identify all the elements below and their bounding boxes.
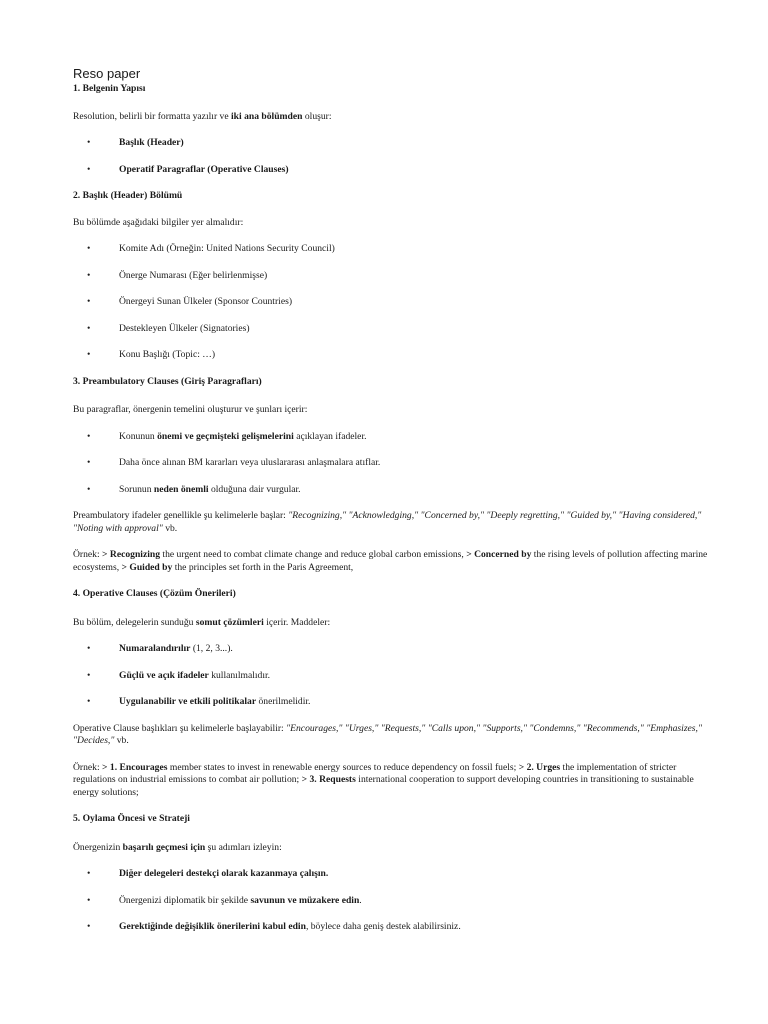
list-item: • Daha önce alınan BM kararları veya uluslararası anlaşmalara atıflar. bbox=[87, 457, 381, 468]
bullet-icon: • bbox=[87, 163, 91, 175]
section-3-heading: 3. Preambulatory Clauses (Giriş Paragrafları) bbox=[73, 375, 262, 387]
list-item: • Güçlü ve açık ifadeler kullanılmalıdır. bbox=[87, 669, 271, 681]
list-item: • Komite Adı (Örneğin: United Nations Security Council) bbox=[87, 243, 335, 254]
bullet-icon: • bbox=[87, 430, 91, 442]
section-5-intro: Önergenizin başarılı geçmesi için şu adımları izleyin: bbox=[73, 841, 282, 853]
list-item: • Konu Başlığı (Topic: …) bbox=[87, 349, 216, 360]
bullet-icon: • bbox=[87, 921, 91, 932]
bullet-icon: • bbox=[87, 349, 91, 360]
operative-words: Operative Clause başlıkları şu kelimelerle başlayabilir: "Encourages," "Urges," "Requests," "Calls upon," "Supports," "Condemns," "Recommends," "Emphasizes," "Decides," vb. bbox=[73, 722, 702, 746]
list-item: • Konunun önemi ve geçmişteki gelişmelerini açıklayan ifadeler. bbox=[87, 430, 367, 442]
bullet-icon: • bbox=[87, 868, 91, 879]
list-item: • Önergenizi diplomatik bir şekilde savunun ve müzakere edin. bbox=[87, 894, 362, 906]
list-item: • Sorunun neden önemli olduğuna dair vurgular. bbox=[87, 483, 301, 495]
section-2-intro: Bu bölümde aşağıdaki bilgiler yer almalıdır: bbox=[73, 216, 244, 228]
section-4-intro: Bu bölüm, delegelerin sunduğu somut çözümleri içerir. Maddeler: bbox=[73, 616, 331, 628]
section-1-intro: Resolution, belirli bir formatta yazılır ve iki ana bölümden oluşur: bbox=[73, 110, 332, 122]
list-item: • Operatif Paragraflar (Operative Clauses) bbox=[87, 163, 289, 175]
list-item: • Başlık (Header) bbox=[87, 137, 184, 148]
bullet-icon: • bbox=[87, 243, 91, 254]
bullet-icon: • bbox=[87, 296, 91, 307]
document-title: Reso paper bbox=[73, 66, 141, 81]
section-4-heading: 4. Operative Clauses (Çözüm Önerileri) bbox=[73, 588, 236, 599]
section-2-heading: 2. Başlık (Header) Bölümü bbox=[73, 190, 183, 201]
bullet-icon: • bbox=[87, 643, 91, 654]
list-item: • Gerektiğinde değişiklik önerilerini kabul edin, böylece daha geniş destek alabilirsiniz. bbox=[87, 921, 461, 932]
list-item: • Önerge Numarası (Eğer belirlenmişse) bbox=[87, 269, 268, 281]
bullet-icon: • bbox=[87, 696, 91, 707]
bullet-icon: • bbox=[87, 269, 91, 281]
preambulatory-words: Preambulatory ifadeler genellikle şu kelimelerle başlar: "Recognizing," "Acknowledging," "Concerned by," "Deeply regretting," "Guided by," "Having considered," "Noting with approval" vb. bbox=[73, 510, 702, 534]
bullet-icon: • bbox=[87, 457, 91, 468]
section-1-heading: 1. Belgenin Yapısı bbox=[73, 83, 146, 94]
list-item: • Uygulanabilir ve etkili politikalar önerilmelidir. bbox=[87, 696, 311, 707]
list-item: • Önergeyi Sunan Ülkeler (Sponsor Countries) bbox=[87, 296, 293, 307]
bullet-icon: • bbox=[87, 483, 91, 495]
section-5-heading: 5. Oylama Öncesi ve Strateji bbox=[73, 813, 190, 824]
list-item: • Destekleyen Ülkeler (Signatories) bbox=[87, 322, 250, 334]
operative-example: Örnek: > 1. Encourages member states to invest in renewable energy sources to reduce dependency on fossil fuels; > 2. Urges the implementation of stricter regulations on industrial emissions to combat air pollution; > 3. Requests international cooperation to support developing countries in transitioning to sustainable energy solutions; bbox=[73, 761, 694, 798]
preambulatory-example: Örnek: > Recognizing the urgent need to combat climate change and reduce global carbon emissions, > Concerned by the rising levels of pollution affecting marine ecosystems, > Guided by the principles set forth in the Paris Agreement, bbox=[73, 549, 708, 573]
bullet-icon: • bbox=[87, 669, 91, 681]
bullet-icon: • bbox=[87, 322, 91, 334]
bullet-icon: • bbox=[87, 137, 91, 148]
list-item: • Numaralandırılır (1, 2, 3...). bbox=[87, 643, 233, 654]
section-3-intro: Bu paragraflar, önergenin temelini oluşturur ve şunları içerir: bbox=[73, 404, 308, 415]
document-page bbox=[73, 66, 713, 934]
list-item: • Diğer delegeleri destekçi olarak kazanmaya çalışın. bbox=[87, 868, 329, 879]
bullet-icon: • bbox=[87, 894, 91, 906]
